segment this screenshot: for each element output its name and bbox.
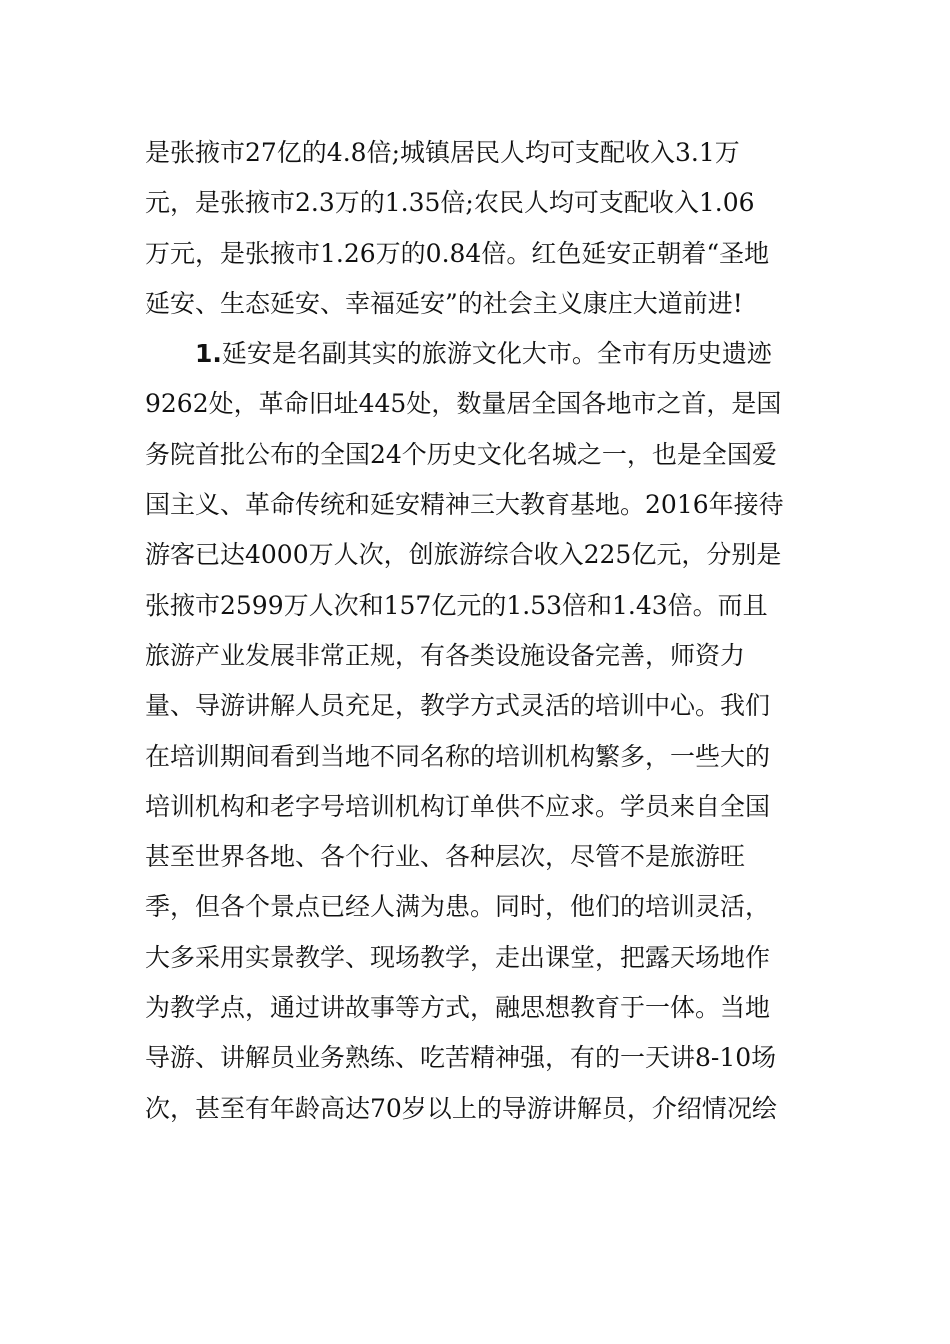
section-lead: 延安是名副其实的旅游文化大市。全市有历史遗迹 [221,339,772,369]
text-line: 甚至世界各地、各个行业、各种层次，尽管不是旅游旺 [145,842,746,872]
text-line: 务院首批公布的全国24个历史文化名城之一，也是全国爱 [145,439,777,469]
text-line: 万元，是张掖市1.26万的0.84倍。红色延安正朝着“圣地 [145,238,770,268]
text-line: 是张掖市27亿的4.8倍;城镇居民人均可支配收入3.1万 [145,138,740,167]
text-line: 量、导游讲解人员充足，教学方式灵活的培训中心。我们 [145,691,771,721]
text-line: 大多采用实景教学、现场教学，走出课堂，把露天场地作 [145,942,771,972]
text-line: 9262处，革命旧址445处，数量居全国各地市之首，是国 [145,389,782,419]
text-line: 次，甚至有年龄高达70岁以上的导游讲解员，介绍情况绘 [145,1093,777,1123]
text-line: 旅游产业发展非常正规，有各类设施设备完善，师资力 [145,640,746,670]
section-heading-line [145,329,825,379]
text-line: 季，但各个景点已经人满为患。同时，他们的培训灵活， [145,892,771,922]
text-line: 导游、讲解员业务熟练、吃苦精神强，有的一天讲8-10场 [145,1043,777,1073]
text-line: 国主义、革命传统和延安精神三大教育基地。2016年接待 [145,490,784,520]
text-line: 张掖市2599万人次和157亿元的1.53倍和1.43倍。而且 [145,590,768,620]
body-text [145,128,825,1134]
text-line: 培训机构和老字号培训机构订单供不应求。学员来自全国 [145,791,771,821]
text-line: 为教学点，通过讲故事等方式，融思想教育于一体。当地 [145,993,771,1023]
text-line: 在培训期间看到当地不同名称的培训机构繁多，一些大的 [145,741,771,771]
text-line: 延安、生态延安、幸福延安”的社会主义康庄大道前进! [145,288,743,318]
text-line: 游客已达4000万人次，创旅游综合收入225亿元，分别是 [145,540,782,570]
text-line: 元，是张掖市2.3万的1.35倍;农民人均可支配收入1.06 [145,188,755,218]
section-number: 1. [195,339,222,369]
